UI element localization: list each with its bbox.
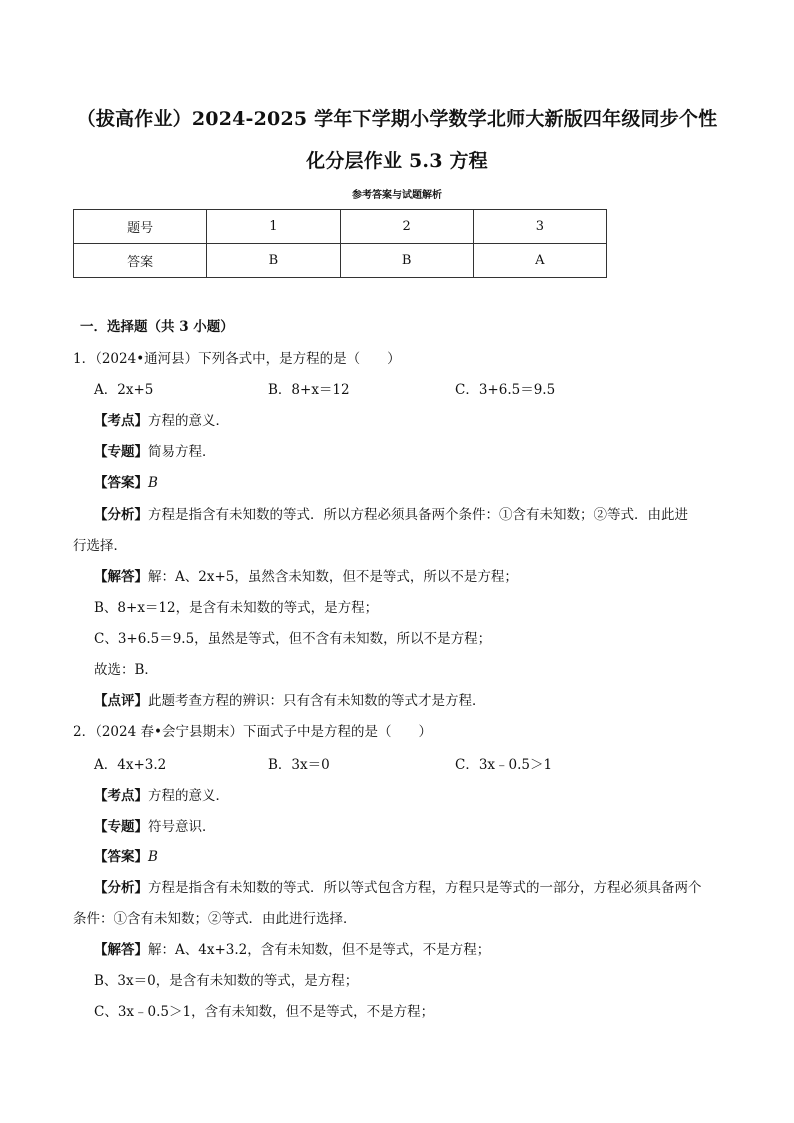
daan-text: B (148, 849, 158, 865)
question-1-fenxi-cont: 行选择． (73, 538, 127, 554)
zhuanti-label: 【专题】 (94, 819, 148, 835)
kaodian-label: 【考点】 (94, 413, 148, 429)
question-1-stem: 1．（2024•通河县）下列各式中，是方程的是（ ） (73, 351, 401, 367)
table-cell: B (340, 244, 473, 278)
daan-label: 【答案】 (94, 475, 148, 491)
fenxi-text: 方程是指含有未知数的等式．所以方程必须具备两个条件：①含有未知数；②等式．由此进 (148, 507, 688, 523)
zhuanti-text: 简易方程． (148, 444, 216, 460)
table-cell: B (207, 244, 340, 278)
dianping-label: 【点评】 (94, 693, 148, 709)
zhuanti-text: 符号意识． (148, 819, 216, 835)
answer-table (73, 209, 607, 278)
question-1-guxuan: 故选：B． (94, 662, 158, 678)
table-cell: 2 (340, 210, 473, 244)
question-2-stem: 2．（2024 春•会宁县期末）下面式子中是方程的是（ ） (73, 724, 432, 740)
jieda-label: 【解答】 (94, 942, 148, 958)
question-2-option-c: C．3x﹣0.5＞1 (455, 757, 553, 773)
jieda-text: 解：A、2x+5，虽然含未知数，但不是等式，所以不是方程； (148, 569, 518, 585)
question-2-jieda-b: B、3x＝0，是含有未知数的等式，是方程； (94, 973, 359, 989)
question-2-daan (94, 848, 158, 866)
question-1-option-c: C．3+6.5＝9.5 (455, 382, 556, 398)
table-cell: 3 (473, 210, 606, 244)
question-1-jieda-b: B、8+x＝12，是含有未知数的等式，是方程； (94, 600, 379, 616)
document-subtitle: 参考答案与试题解析 (352, 190, 442, 201)
question-1-zhuanti (94, 443, 216, 461)
dianping-text: 此题考查方程的辨识：只有含有未知数的等式才是方程． (148, 693, 486, 709)
table-cell: 1 (207, 210, 340, 244)
fenxi-label: 【分析】 (94, 507, 148, 523)
document-title-line-1: （拔高作业）2024-2025 学年下学期小学数学北师大新版四年级同步个性 (76, 108, 718, 130)
section-heading: 一．选择题（共 3 小题） (80, 319, 234, 335)
question-2-jieda-c: C、3x﹣0.5＞1，含有未知数，但不是等式，不是方程； (94, 1004, 435, 1020)
question-2-option-b: B．3x＝0 (268, 757, 330, 773)
question-2-fenxi-cont: 条件：①含有未知数；②等式．由此进行选择． (73, 911, 357, 927)
table-cell: 答案 (74, 244, 207, 278)
question-2-zhuanti (94, 818, 216, 836)
fenxi-text: 方程是指含有未知数的等式．所以等式包含方程，方程只是等式的一部分，方程必须具备两个 (148, 880, 702, 896)
question-1-jieda (94, 568, 518, 586)
daan-text: B (148, 475, 158, 491)
question-2-option-a: A．4x+3.2 (94, 757, 167, 773)
question-1-jieda-c: C、3+6.5＝9.5，虽然是等式，但不含有未知数，所以不是方程； (94, 631, 492, 647)
kaodian-text: 方程的意义． (148, 788, 229, 804)
jieda-text: 解：A、4x+3.2，含有未知数，但不是等式，不是方程； (148, 942, 491, 958)
answer-table-answer-row (74, 244, 607, 278)
jieda-label: 【解答】 (94, 569, 148, 585)
question-1-daan (94, 474, 158, 492)
question-2-kaodian (94, 787, 229, 805)
answer-table-header-row (74, 210, 607, 244)
document-title-line-2: 化分层作业 5.3 方程 (306, 150, 488, 172)
fenxi-label: 【分析】 (94, 880, 148, 896)
question-1-dianping (94, 692, 486, 710)
zhuanti-label: 【专题】 (94, 444, 148, 460)
kaodian-label: 【考点】 (94, 788, 148, 804)
question-1-kaodian (94, 412, 229, 430)
question-2-fenxi (94, 879, 702, 897)
table-cell: A (473, 244, 606, 278)
question-1-option-b: B．8+x＝12 (268, 382, 350, 398)
question-1-fenxi (94, 506, 688, 524)
question-2-jieda (94, 941, 490, 959)
question-1-option-a: A．2x+5 (94, 382, 154, 398)
daan-label: 【答案】 (94, 849, 148, 865)
table-cell: 题号 (74, 210, 207, 244)
kaodian-text: 方程的意义． (148, 413, 229, 429)
